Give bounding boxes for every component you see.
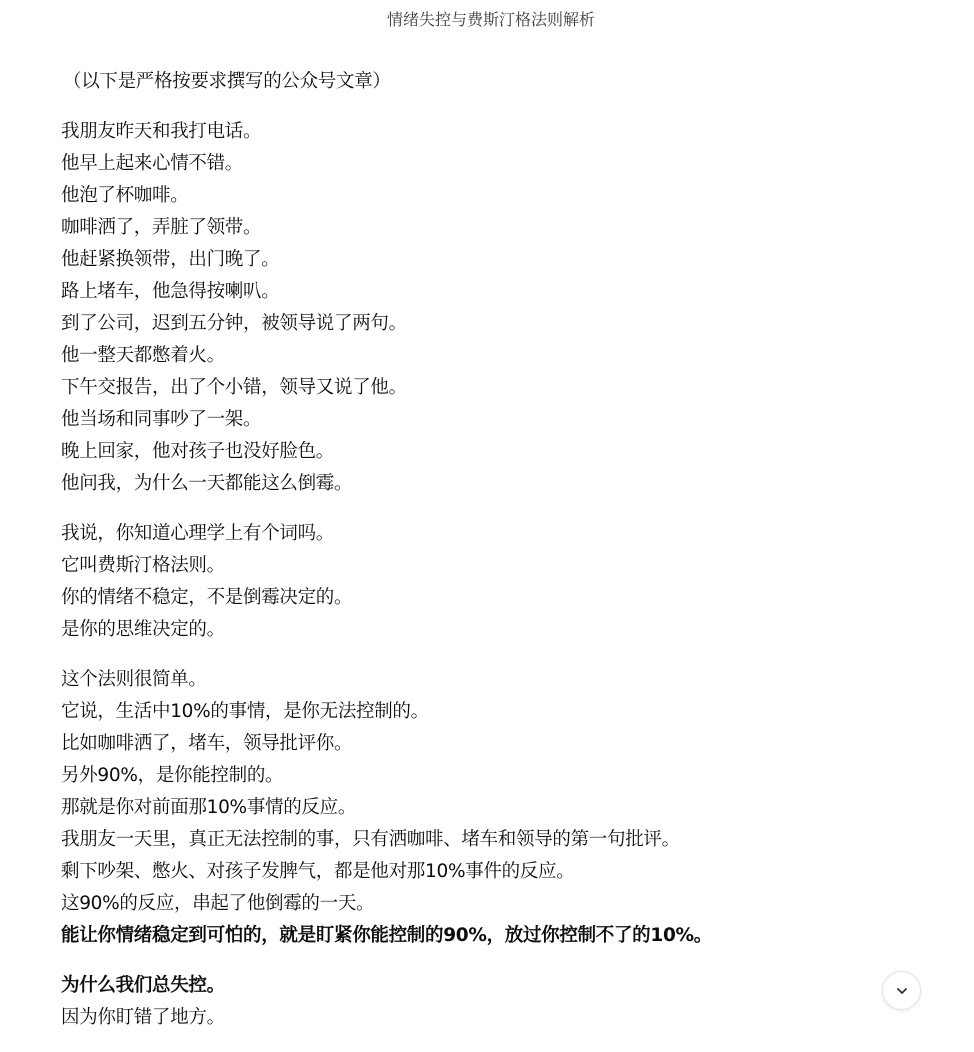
text-line: 我说，你知道心理学上有个词吗。 xyxy=(61,523,335,544)
text-line: 他一整天都憋着火。 xyxy=(61,345,225,366)
text-line: 晚上回家，他对孩子也没好脸色。 xyxy=(61,441,335,462)
text-line: 他问我，为什么一天都能这么倒霉。 xyxy=(61,473,353,494)
text-line: 是你的思维决定的。 xyxy=(61,619,225,640)
text-line: 那就是你对前面那10%事情的反应。 xyxy=(61,797,357,818)
intro-line: （以下是严格按要求撰写的公众号文章） xyxy=(63,71,391,92)
text-line: 它说，生活中10%的事情，是你无法控制的。 xyxy=(61,701,429,722)
text-line: 他早上起来心情不错。 xyxy=(61,153,244,174)
text-line: 剩下吵架、憋火、对孩子发脾气，都是他对那10%事件的反应。 xyxy=(61,861,575,882)
text-line: 到了公司，迟到五分钟，被领导说了两句。 xyxy=(61,313,407,334)
text-line: 它叫费斯汀格法则。 xyxy=(61,555,225,576)
scroll-to-bottom-button[interactable] xyxy=(882,971,921,1010)
text-line: 他泡了杯咖啡。 xyxy=(61,185,189,206)
intro-paragraph xyxy=(61,66,921,98)
text-line: 另外90%，是你能控制的。 xyxy=(61,765,284,786)
article-body xyxy=(61,66,921,1052)
text-line: 这90%的反应，串起了他倒霉的一天。 xyxy=(61,893,375,914)
conversation-title: 情绪失控与费斯汀格法则解析 xyxy=(386,10,595,29)
text-line: 这个法则很简单。 xyxy=(61,669,207,690)
paragraph-why-lose-control xyxy=(61,970,921,1034)
paragraph-law-explained xyxy=(61,664,921,952)
text-line: 比如咖啡洒了，堵车，领导批评你。 xyxy=(61,733,353,754)
chevron-down-icon xyxy=(895,984,909,998)
text-line: 我朋友昨天和我打电话。 xyxy=(61,121,262,142)
text-line: 咖啡洒了，弄脏了领带。 xyxy=(61,217,262,238)
text-line: 你的情绪不稳定，不是倒霉决定的。 xyxy=(61,587,353,608)
paragraph-law-intro xyxy=(61,518,921,646)
text-line: 下午交报告，出了个小错，领导又说了他。 xyxy=(61,377,407,398)
text-line: 我朋友一天里，真正无法控制的事，只有洒咖啡、堵车和领导的第一句批评。 xyxy=(61,829,680,850)
bold-takeaway-line: 能让你情绪稳定到可怕的，就是盯紧你能控制的90%，放过你控制不了的10%。 xyxy=(61,925,712,946)
text-line: 因为你盯错了地方。 xyxy=(61,1007,225,1028)
paragraph-story xyxy=(61,116,921,500)
section-heading: 为什么我们总失控。 xyxy=(61,975,225,996)
text-line: 他当场和同事吵了一架。 xyxy=(61,409,262,430)
text-line: 他赶紧换领带，出门晚了。 xyxy=(61,249,280,270)
text-line: 路上堵车，他急得按喇叭。 xyxy=(61,281,280,302)
